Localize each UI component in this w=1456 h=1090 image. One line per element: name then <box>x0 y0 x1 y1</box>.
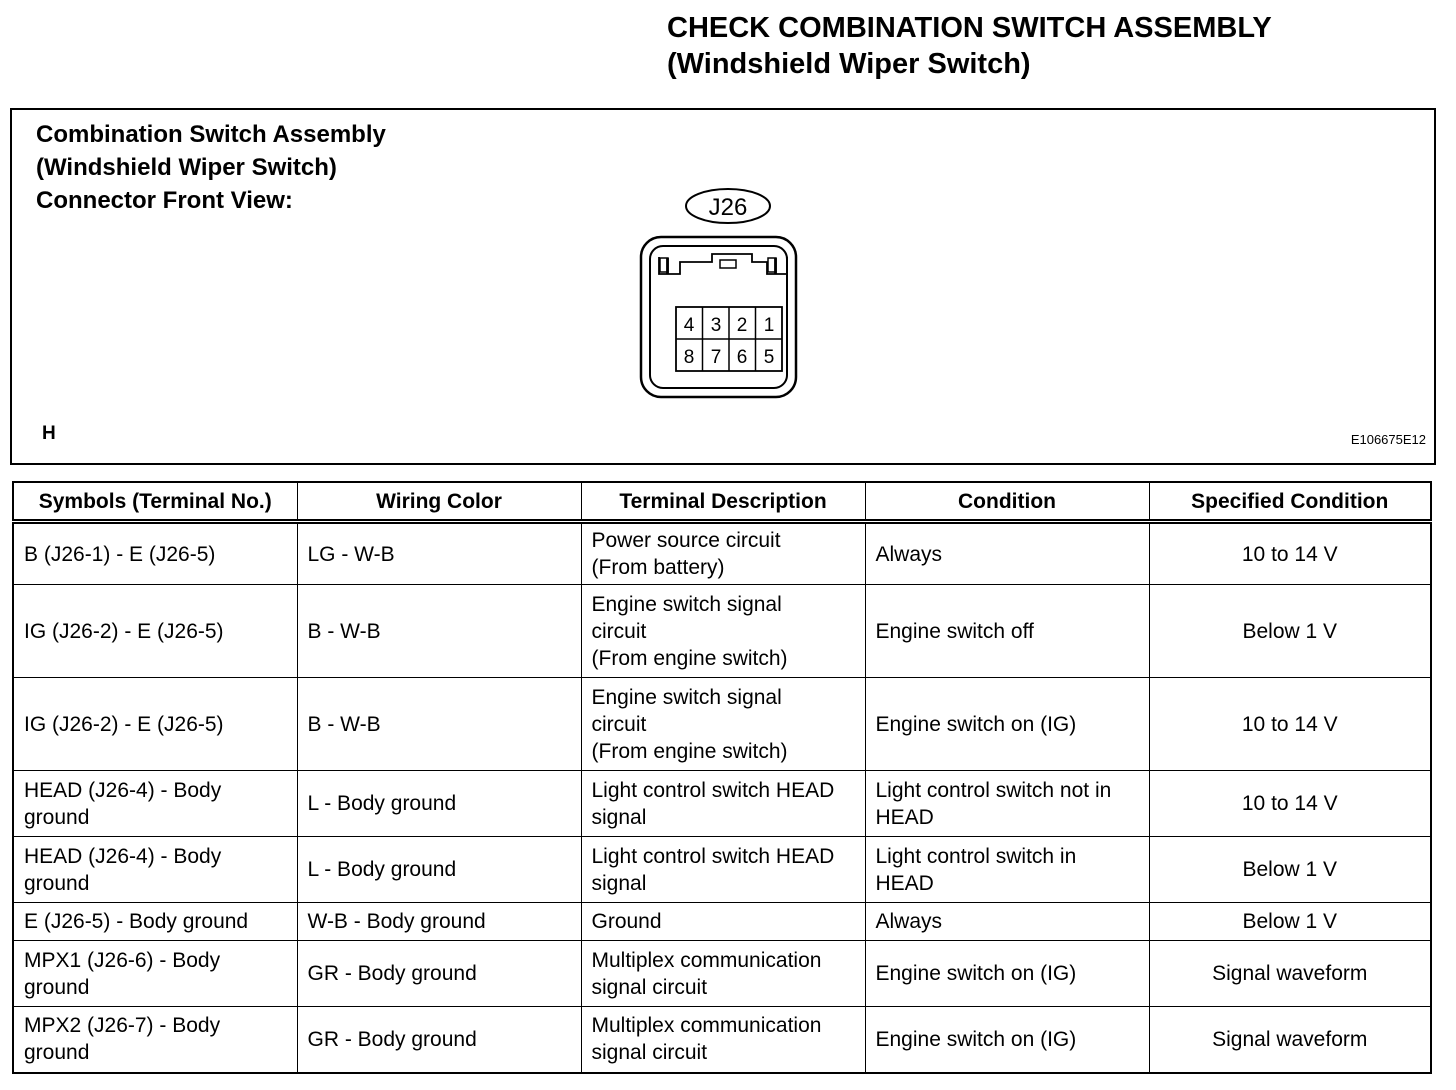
page-title <box>667 10 1437 82</box>
table-row <box>13 837 1431 903</box>
cell-wiring-color: GR - Body ground <box>297 941 581 1007</box>
condition-line: Always <box>875 542 943 566</box>
cell-wiring-color: GR - Body ground <box>297 1007 581 1073</box>
cell-terminal-description <box>581 585 865 678</box>
table-row <box>13 522 1431 585</box>
connector-id-label: J26 <box>708 194 748 221</box>
table-body <box>13 522 1431 1073</box>
cell-terminal-description <box>581 837 865 903</box>
figure-code: E106675E12 <box>1350 432 1426 447</box>
cell-specified-condition: Signal waveform <box>1149 1007 1431 1073</box>
header-specified-condition: Specified Condition <box>1149 482 1431 522</box>
cell-terminal-description <box>581 678 865 771</box>
cell-specified-condition: Signal waveform <box>1149 941 1431 1007</box>
description-line: signal circuit <box>591 975 708 999</box>
description-line: Engine switch signal <box>591 592 782 616</box>
diagram-caption-line1: Combination Switch Assembly <box>36 121 386 148</box>
page-title-line1: CHECK COMBINATION SWITCH ASSEMBLY <box>667 12 1272 44</box>
cell-terminal-description <box>581 941 865 1007</box>
page-title-line2: (Windshield Wiper Switch) <box>667 48 1031 80</box>
condition-line: Engine switch on (IG) <box>875 1027 1077 1051</box>
cell-wiring-color: B - W-B <box>297 585 581 678</box>
cell-specified-condition: 10 to 14 V <box>1149 522 1431 585</box>
connector-diagram <box>632 182 832 412</box>
terminal-grid <box>676 307 782 371</box>
terminal-1: 1 <box>763 315 775 336</box>
condition-line: Engine switch on (IG) <box>875 712 1077 736</box>
diagram-caption-line3: Connector Front View: <box>36 187 293 214</box>
condition-line: Engine switch on (IG) <box>875 962 1077 985</box>
condition-line: Engine switch off <box>875 619 1034 643</box>
cell-wiring-color: B - W-B <box>297 678 581 771</box>
diagram-caption-line2: (Windshield Wiper Switch) <box>36 154 337 181</box>
table-header-row <box>13 482 1431 522</box>
condition-line: HEAD <box>875 871 934 895</box>
description-line: Engine switch signal <box>591 685 782 709</box>
cell-terminal-description <box>581 522 865 585</box>
description-line: circuit <box>591 619 647 643</box>
table-row <box>13 678 1431 771</box>
header-wiring-color: Wiring Color <box>297 482 581 522</box>
cell-specified-condition: Below 1 V <box>1149 837 1431 903</box>
terminal-3: 3 <box>710 315 722 336</box>
description-line: signal <box>591 871 647 895</box>
terminal-7: 7 <box>710 347 722 368</box>
header-symbols: Symbols (Terminal No.) <box>13 482 297 522</box>
condition-line: Light control switch not in <box>875 778 1112 802</box>
specification-table <box>12 481 1432 1074</box>
cell-wiring-color: L - Body ground <box>297 771 581 837</box>
cell-terminal-description <box>581 903 865 941</box>
table-row <box>13 585 1431 678</box>
cell-condition <box>865 837 1149 903</box>
terminal-2: 2 <box>736 315 748 336</box>
cell-condition <box>865 1007 1149 1073</box>
terminal-4: 4 <box>683 315 695 336</box>
description-line: Ground <box>591 910 662 933</box>
cell-condition <box>865 522 1149 585</box>
cell-condition <box>865 941 1149 1007</box>
cell-symbols: HEAD (J26-4) - Body ground <box>13 771 297 837</box>
cell-specified-condition: 10 to 14 V <box>1149 771 1431 837</box>
condition-line: HEAD <box>875 805 934 829</box>
table-row <box>13 1007 1431 1073</box>
description-line: Power source circuit <box>591 529 781 552</box>
cell-wiring-color: L - Body ground <box>297 837 581 903</box>
description-line: Light control switch HEAD <box>591 778 835 802</box>
description-line: Light control switch HEAD <box>591 844 835 868</box>
cell-condition <box>865 678 1149 771</box>
description-line: signal <box>591 805 647 829</box>
terminal-8: 8 <box>683 347 695 368</box>
cell-symbols: MPX1 (J26-6) - Body ground <box>13 941 297 1007</box>
side-marker: H <box>42 423 56 444</box>
header-terminal-description: Terminal Description <box>581 482 865 522</box>
cell-terminal-description <box>581 1007 865 1073</box>
terminal-6: 6 <box>736 347 748 368</box>
diagram-caption <box>36 118 386 217</box>
cell-condition <box>865 903 1149 941</box>
connector-diagram-panel <box>10 108 1436 465</box>
cell-specified-condition: Below 1 V <box>1149 903 1431 941</box>
cell-specified-condition: Below 1 V <box>1149 585 1431 678</box>
table-row <box>13 771 1431 837</box>
table-row <box>13 941 1431 1007</box>
description-line: Multiplex communication <box>591 1014 822 1038</box>
condition-line: Light control switch in <box>875 844 1077 868</box>
cell-symbols: E (J26-5) - Body ground <box>13 903 297 941</box>
cell-wiring-color: W-B - Body ground <box>297 903 581 941</box>
cell-condition <box>865 585 1149 678</box>
description-line: (From battery) <box>591 556 725 579</box>
table-row <box>13 903 1431 941</box>
cell-condition <box>865 771 1149 837</box>
cell-terminal-description <box>581 771 865 837</box>
latch-key <box>720 260 736 268</box>
cell-symbols: HEAD (J26-4) - Body ground <box>13 837 297 903</box>
terminal-5: 5 <box>763 347 775 368</box>
cell-wiring-color: LG - W-B <box>297 522 581 585</box>
description-line: (From engine switch) <box>591 739 788 763</box>
header-condition: Condition <box>865 482 1149 522</box>
description-line: signal circuit <box>591 1041 708 1065</box>
cell-symbols: IG (J26-2) - E (J26-5) <box>13 678 297 771</box>
description-line: Multiplex communication <box>591 948 822 972</box>
cell-symbols: MPX2 (J26-7) - Body ground <box>13 1007 297 1073</box>
description-line: circuit <box>591 712 647 736</box>
cell-symbols: B (J26-1) - E (J26-5) <box>13 522 297 585</box>
cell-specified-condition: 10 to 14 V <box>1149 678 1431 771</box>
description-line: (From engine switch) <box>591 646 788 670</box>
condition-line: Always <box>875 910 943 933</box>
cell-symbols: IG (J26-2) - E (J26-5) <box>13 585 297 678</box>
